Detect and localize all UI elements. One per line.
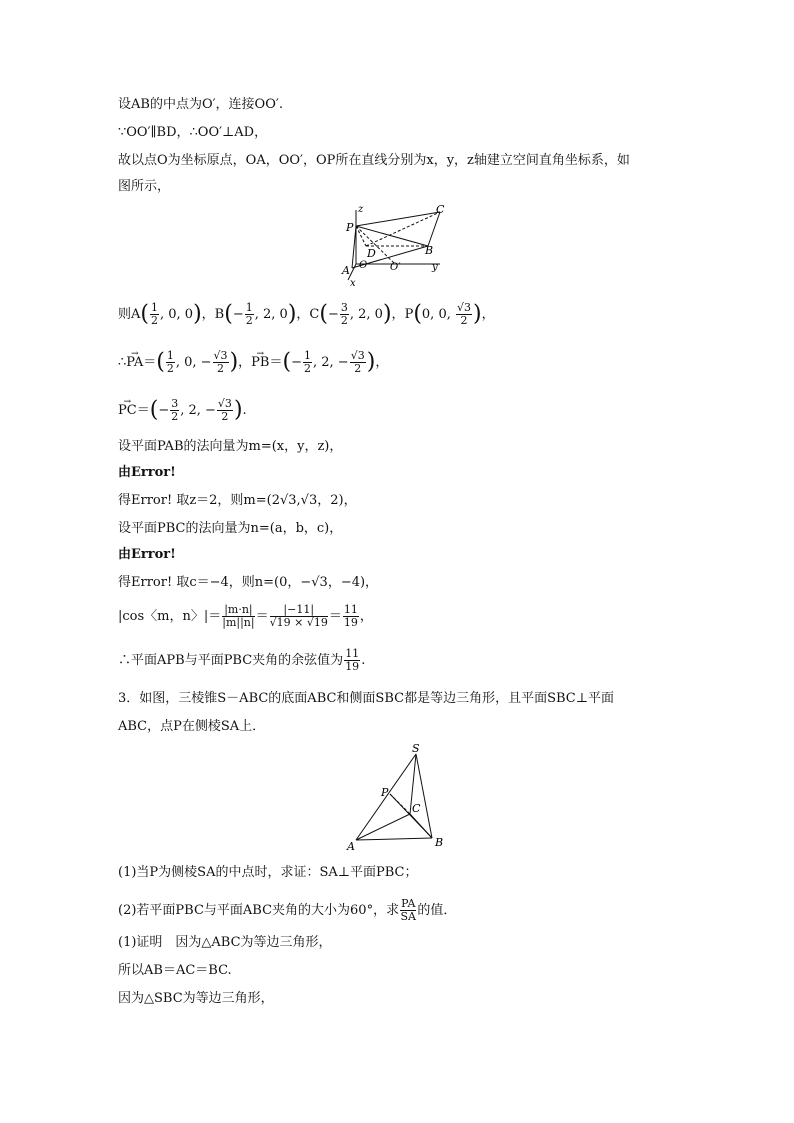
fraction-half: $\frac{1}{2}$	[150, 301, 158, 327]
label-O-prime: O′	[390, 262, 401, 273]
text-line-11: 设平面PBC的法向量为n=(a，b，c)，	[118, 521, 343, 536]
label-y: y	[432, 262, 438, 273]
question-3-line-1: 3．如图，三棱锥S－ABC的底面ABC和侧面SBC都是等边三角形，且平面SBC⊥平面	[118, 691, 614, 706]
text-line-1: 设AB的中点为O′，连接OO′.	[118, 97, 283, 112]
point-A-label: 则A	[118, 307, 141, 322]
proof-line-2: 所以AB＝AC＝BC.	[118, 963, 232, 978]
fraction-mn: $\frac{|m\cdot n|}{|m||n|}$	[222, 603, 255, 629]
coordinate-figure	[340, 202, 460, 292]
label-O: O	[359, 260, 368, 271]
proof-line-3: 因为△SBC为等边三角形，	[118, 991, 274, 1006]
text-line-4: 图所示，	[118, 179, 171, 194]
label-P: P	[346, 221, 354, 234]
text-line-13: 得Error! 取c＝−4，则n=(0，−√3，−4)，	[118, 575, 379, 590]
label-A: A	[342, 264, 350, 277]
vectors-line: ∴→ PA＝( $\frac{1}{2}$ , 0, − $\frac{√3}{2}$ )，→ PB＝(− $\frac{1}{2}$ , 2, − $\frac{√3}{2}$ )，	[118, 350, 388, 375]
label-C2: C	[412, 802, 421, 815]
label-A2: A	[347, 840, 355, 853]
fraction-11-19: $\frac{11}{19}$	[343, 603, 358, 629]
question-3-part-2: (2)若平面PBC与平面ABC夹角的大小为60°，求 $\frac{PA}{SA}$ 的值．	[118, 897, 457, 923]
label-S: S	[412, 742, 420, 755]
text-line-8: 设平面PAB的法向量为m=(x，y，z)，	[118, 439, 343, 454]
conclusion-line: ∴平面APB与平面PBC夹角的余弦值为 $\frac{11}{19}$ .	[118, 647, 366, 673]
text-line-9: 由Error!	[118, 465, 176, 480]
label-B2: B	[435, 836, 444, 849]
fraction-11-over: $\frac{|-11|}{√19 \times √19}$	[269, 603, 328, 629]
vector-pc-line: → PC＝(− $\frac{3}{2}$ , 2, − $\frac{√3}{2}$ ).	[118, 398, 247, 423]
vector-PB: → PB	[251, 354, 269, 372]
label-z: z	[358, 204, 364, 215]
fraction-sqrt3-half: $\frac{√3}{2}$	[456, 301, 471, 327]
coordinates-line: 则A( $\frac{1}{2}$ , 0, 0)，B(− $\frac{1}{2}$ , 2, 0)，C(− $\frac{3}{2}$ , 2, 0)，P(0, 0, $\frac{√3}{2}$ )，	[118, 301, 495, 327]
text-line-10: 得Error! 取z＝2，则m=(2√3,√3，2)，	[118, 493, 357, 508]
question-3-line-2: ABC，点P在侧棱SA上．	[118, 719, 266, 734]
fraction-three-half: $\frac{3}{2}$	[340, 301, 348, 327]
text-line-3: 故以点O为坐标原点，OA，OO′，OP所在直线分别为x，y，z轴建立空间直角坐标系，如	[118, 153, 630, 168]
label-D: D	[367, 247, 376, 260]
label-C: C	[436, 203, 445, 216]
cosine-line: |cos〈m，n〉|＝ $\frac{|m\cdot n|}{|m||n|}$ ＝ $\frac{|-11|}{√19 \times √19}$ ＝ $\frac{11}{19}$ ，	[118, 603, 373, 629]
vector-PC: → PC	[118, 402, 137, 420]
label-B: B	[425, 244, 434, 257]
text-line-2: ∵OO′∥BD，∴OO′⊥AD，	[118, 125, 268, 140]
point-B-label: B	[214, 307, 225, 322]
fraction-neg-half: $\frac{1}{2}$	[245, 301, 253, 327]
point-P-label: P	[404, 307, 414, 322]
fraction-answer: $\frac{11}{19}$	[345, 647, 360, 673]
proof-line-1: (1)证明 因为△ABC为等边三角形，	[118, 935, 332, 950]
label-x: x	[350, 278, 356, 289]
text-line-12: 由Error!	[118, 547, 176, 562]
point-C-label: C	[309, 307, 320, 322]
label-P2: P	[381, 786, 389, 799]
question-3-part-1: (1)当P为侧棱SA的中点时，求证：SA⊥平面PBC；	[118, 865, 418, 880]
tetrahedron-figure	[344, 742, 454, 854]
vector-PA: → PA	[126, 354, 143, 372]
fraction-PA-SA: $\frac{PA}{SA}$	[400, 897, 416, 923]
